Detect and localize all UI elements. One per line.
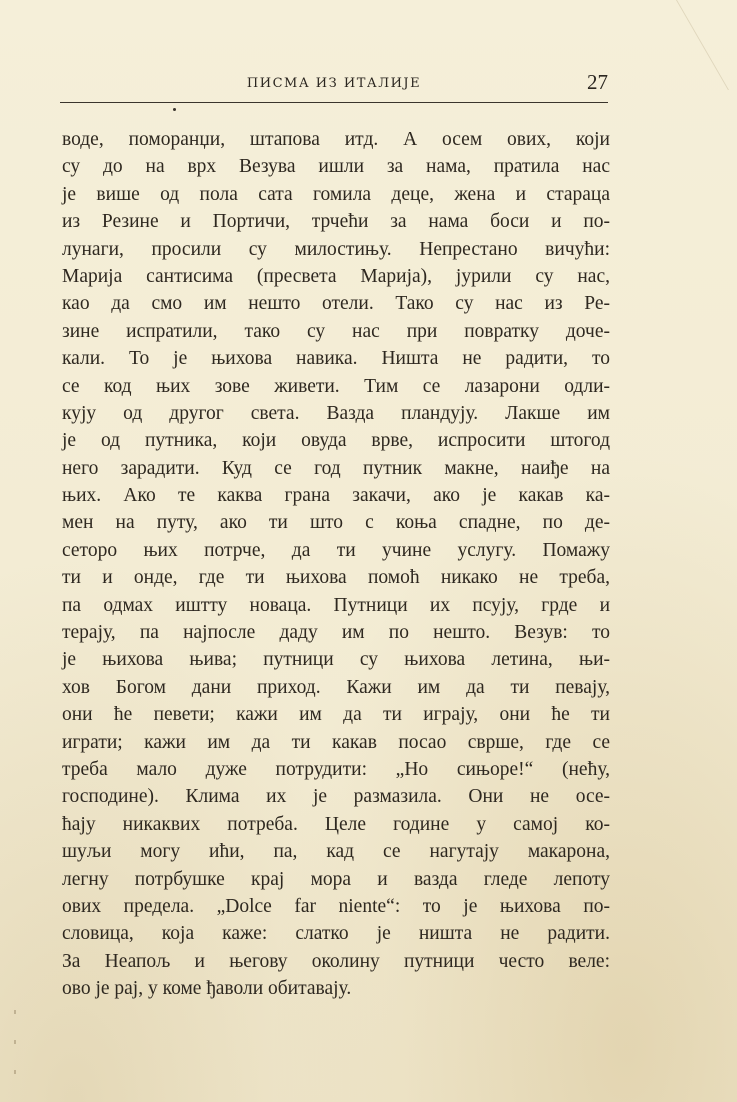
margin-mark	[14, 1070, 16, 1074]
text-line: треба мало дуже потрудити: „Но сињоре!“ (нећу,	[62, 758, 610, 780]
text-line: је више од пола сата гомила деце, жена и стараца	[62, 183, 610, 205]
text-line: зине испратили, тако су нас при повратку доче-	[62, 320, 610, 342]
text-line: сеторо њих потрче, да ти учине услугу. Помажу	[62, 539, 610, 561]
text-line: лунаги, просили су милостињу. Непрестано вичући:	[62, 238, 610, 260]
text-line: словица, која каже: слатко је ништа не радити.	[62, 923, 610, 945]
text-line: воде, поморанџи, штапова итд. А осем ових, који	[62, 129, 610, 150]
text-line: мен на путу, ако ти што с коња спадне, по де-	[62, 512, 610, 534]
text-line: господине). Клима их је размазила. Они не осе-	[62, 786, 610, 808]
text-line: легну потрбушке крај мора и вазда гледе лепоту	[62, 868, 610, 890]
text-line: ових предела. „Dolce far niente“: то је њихова по-	[62, 895, 610, 917]
margin-mark	[14, 1010, 16, 1014]
text-line: играти; кажи им да ти какав посао сврше, где се	[62, 731, 610, 753]
body-text	[62, 126, 610, 1003]
text-line: ти и онде, где ти њихова помоћ никако не треба,	[62, 567, 610, 589]
text-line: па одмах иштту новаца. Путници их псују, грде и	[62, 594, 610, 616]
margin-mark	[14, 1040, 16, 1044]
text-line: Марија сантисима (пресвета Марија), јурили су нас,	[62, 265, 610, 287]
text-line: шуљи могу ићи, па, кад се нагутају макарона,	[62, 841, 610, 863]
text-line: него зарадити. Куд се год путник макне, наиђе на	[62, 457, 610, 479]
text-line: из Резине и Портичи, трчећи за нама боси и по-	[62, 211, 610, 233]
text-line: хов Богом дани приход. Кажи им да ти певају,	[62, 676, 610, 698]
page-crease	[676, 0, 737, 90]
ink-dot	[173, 108, 176, 111]
text-line: су до на врх Везува ишли за нама, пратила нас	[62, 156, 610, 178]
text-line-last: ово је рај, у коме ђаволи обитавају.	[62, 978, 352, 1000]
text-line: За Неапољ и његову околину путници често веле:	[62, 950, 610, 972]
text-line: терају, па најпосле даду им по нешто. Везув: то	[62, 622, 610, 644]
text-line: се код њих зове живети. Тим се лазарони одли-	[62, 375, 610, 397]
running-title: ПИСМА ИЗ ИТАЛИЈЕ	[246, 76, 422, 91]
page-number: 27	[587, 70, 608, 94]
text-line: кују од другог света. Вазда пландују. Лакше им	[62, 402, 610, 424]
text-line: кали. То је њихова навика. Ништа не радити, то	[62, 348, 610, 370]
text-line: је од путника, који овуда врве, испросити штогод	[62, 430, 610, 452]
page-header	[60, 72, 608, 103]
text-line: ћају никаквих потреба. Целе године у самој ко-	[62, 813, 610, 835]
text-line: њих. Ако те каква грана закачи, ако је какав ка-	[62, 485, 610, 507]
text-line: они ће певети; кажи им да ти играју, они ће ти	[62, 704, 610, 726]
text-line: је њихова њива; путници су њихова летина, њи-	[62, 649, 610, 671]
text-line: као да смо им нешто отели. Тако су нас из Ре-	[62, 293, 610, 315]
